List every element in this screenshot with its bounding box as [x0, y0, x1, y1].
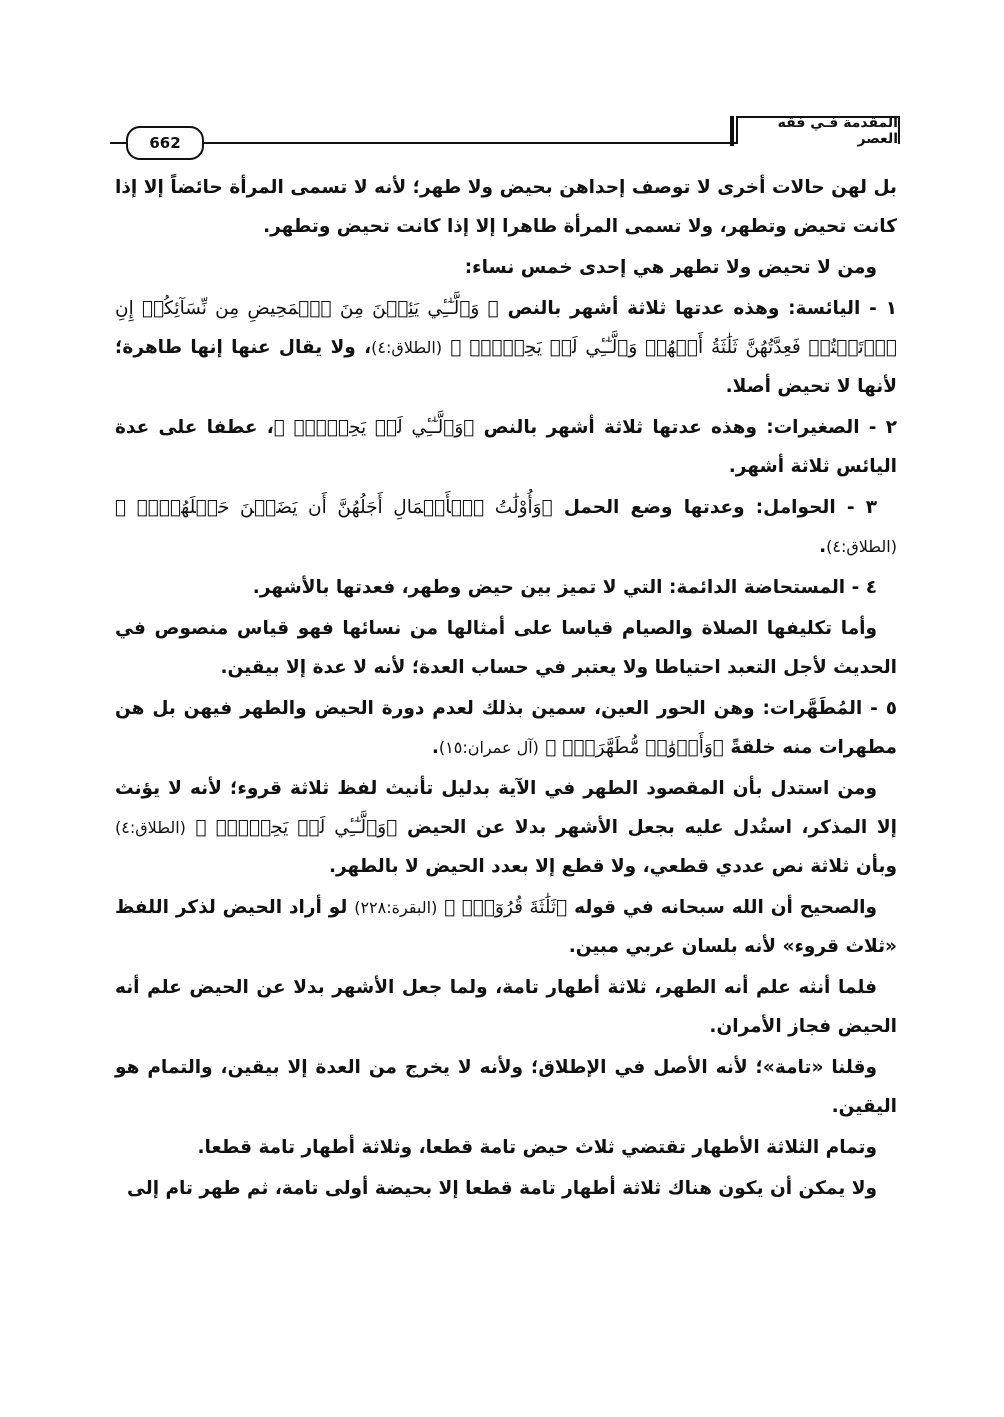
verse-reference: (الطلاق:٤) — [115, 818, 186, 837]
paragraph-13: وتمام الثلاثة الأطهار تقتضي ثلاث حيض تامة قطعا، وثلاثة أطهار تامة قطعا. — [197, 1137, 877, 1158]
verse-reference: (البقرة:٢٢٨) — [354, 898, 438, 917]
verse-reference: (الطلاق:٤) — [826, 537, 897, 556]
quran-verse: ﴿ وَٱلَّـٰٓـِٔي يَئِسۡنَ مِنَ ٱلۡمَحِيضِ مِن نِّسَآئِكُمۡ إِنِ ٱرۡتَبۡتُمۡ فَعِدَّتُهُنَّ ثَلَٰثَةُ أَشۡهُرٖ وَٱلَّـٰٓـِٔي لَمۡ يَحِضۡنَۚ ﴾ — [115, 298, 897, 358]
quran-verse: ﴿وَأَزۡوَٰجٞ مُّطَهَّرَةٞۖ ﴾ — [545, 737, 724, 758]
paragraph-9-text-end: وبأن ثلاثة نص عددي قطعي، ولا قطع إلا بعدد الحيض لا بالطهر. — [329, 856, 897, 877]
quran-verse: ﴿وَٱلَّـٰٓـِٔي لَمۡ يَحِضۡنَۚ ﴾ — [195, 817, 398, 838]
paragraph-5-text-end: . — [819, 536, 827, 557]
paragraph-14: ولا يمكن أن يكون هناك ثلاثة أطهار تامة قطعا إلا بحيضة أولى تامة، ثم طهر تام إلى — [127, 1178, 877, 1199]
paragraph-10 — [115, 888, 897, 966]
page-body — [115, 168, 897, 1210]
quran-verse: ﴿وَٱلَّـٰٓـِٔي لَمۡ يَحِضۡنَۚ ﴾ — [273, 417, 475, 438]
paragraph-9 — [115, 769, 897, 886]
paragraph-3-text-end: ، ولا يقال عنها إنها طاهرة؛ لأنها لا تحيض أصلا. — [115, 337, 897, 397]
paragraph-1: بل لهن حالات أخرى لا توصف إحداهن بحيض ولا طهر؛ لأنه لا تسمى المرأة حائضاً إلا إذا كانت تحيض وتطهر، ولا تسمى المرأة طاهرا إلا إذا كانت تحيض وتطهر. — [115, 177, 897, 237]
verse-reference: (الطلاق:٤) — [371, 338, 443, 357]
verse-reference: (آل عمران:١٥) — [438, 738, 539, 757]
page-header — [110, 116, 900, 156]
paragraph-10-text: والصحيح أن الله سبحانه في قوله — [574, 897, 877, 918]
paragraph-6: ٤ - المستحاضة الدائمة: التي لا تميز بين حيض وطهر، فعدتها بالأشهر. — [252, 577, 877, 598]
paragraph-12: وقلنا «تامة»؛ لأنه الأصل في الإطلاق؛ ولأنه لا يخرج من العدة إلا بيقين، والتمام هو اليقين. — [115, 1057, 897, 1117]
paragraph-8 — [115, 689, 897, 767]
paragraph-3 — [115, 289, 897, 406]
paragraph-4 — [115, 408, 897, 486]
paragraph-10-text-end: لو أراد الحيض لذكر اللفظ «ثلاث قروء» لأنه بلسان عربي مبين. — [115, 897, 897, 957]
book-title: المقدمة فـي فقه العصر — [736, 116, 900, 144]
quran-verse: ﴿وَأُوْلَٰتُ ٱلۡأَحۡمَالِ أَجَلُهُنَّ أَن يَضَعۡنَ حَمۡلَهُنَّۚ ﴾ — [115, 497, 553, 518]
paragraph-8-text: ٥ - المُطَهَّرات: وهن الحور العين، سمين بذلك لعدم دورة الحيض والطهر فيهن بل هن مطهرات منه خلقةً — [115, 698, 897, 758]
paragraph-5-text: ٣ - الحوامل: وعدتها وضع الحمل — [563, 497, 877, 518]
paragraph-2: ومن لا تحيض ولا تطهر هي إحدى خمس نساء: — [464, 257, 877, 278]
paragraph-7: وأما تكليفها الصلاة والصيام قياسا على أمثالها من نسائها فهو قياس منصوص في الحديث لأجل التعبد احتياطا ولا يعتبر في حساب العدة؛ لأنه لا عدة إلا بيقين. — [115, 618, 897, 678]
paragraph-4-text-end: ، عطفا على عدة اليائس ثلاثة أشهر. — [115, 417, 897, 477]
paragraph-11: فلما أنثه علم أنه الطهر، ثلاثة أطهار تامة، ولما جعل الأشهر بدلا عن الحيض علم أنه الحيض فجاز الأمران. — [115, 977, 897, 1037]
page-number: 662 — [126, 126, 204, 160]
quran-verse: ﴿ثَلَٰثَةَ قُرُوٓءٖۚ ﴾ — [444, 897, 568, 918]
paragraph-9-text: ومن استدل بأن المقصود الطهر في الآية بدليل تأنيث لفظ ثلاثة قروء؛ لأنه لا يؤنث إلا المذكر، استُدل عليه بجعل الأشهر بدلا عن الحيض — [115, 778, 897, 838]
paragraph-4-text: ٢ - الصغيرات: وهذه عدتها ثلاثة أشهر بالنص — [483, 417, 897, 438]
paragraph-5 — [115, 488, 897, 566]
paragraph-8-text-end: . — [431, 737, 439, 758]
paragraph-3-text: ١ - اليائسة: وهذه عدتها ثلاثة أشهر بالنص — [507, 298, 897, 319]
